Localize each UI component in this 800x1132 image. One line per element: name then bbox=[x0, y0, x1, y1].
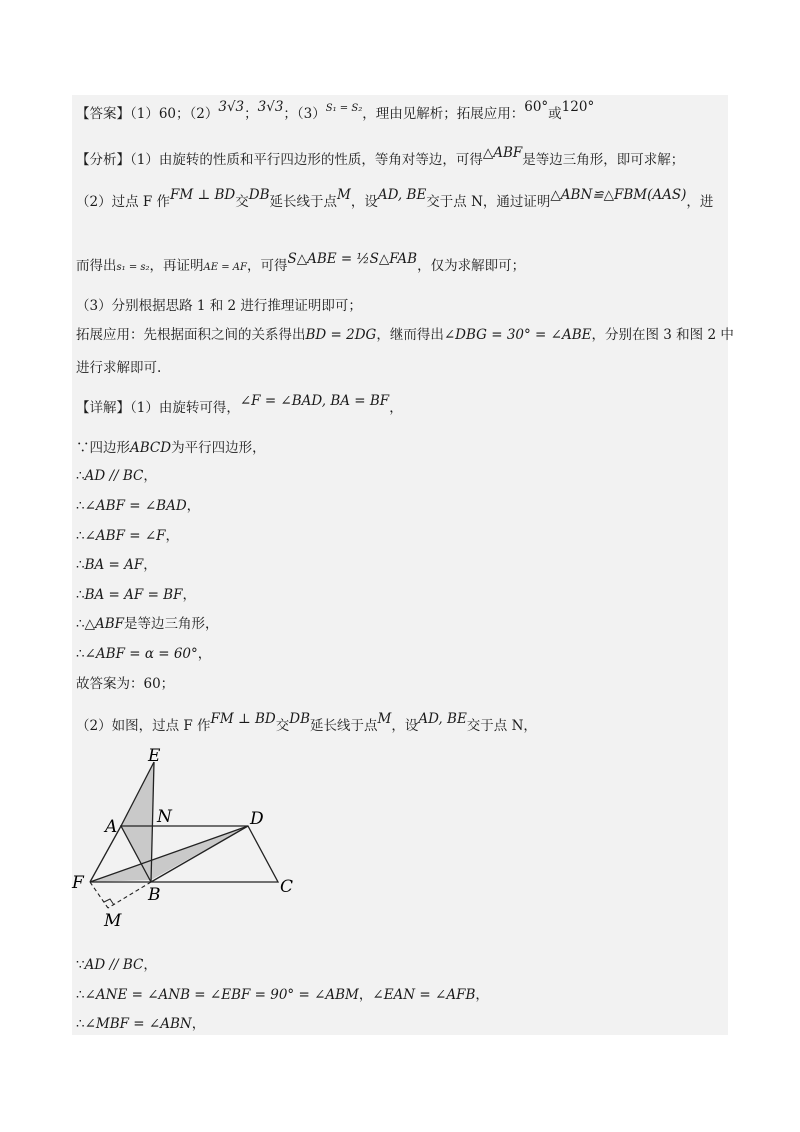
label-d: D bbox=[250, 809, 264, 829]
math-expression: AE = AF bbox=[203, 262, 247, 273]
math-expression: △ABF bbox=[482, 145, 523, 161]
text-segment: ∴ bbox=[76, 987, 85, 1003]
detail-line bbox=[76, 614, 219, 634]
text-segment: ∴ bbox=[76, 1016, 85, 1032]
math-expression: M bbox=[377, 711, 392, 727]
math-expression: 120° bbox=[561, 99, 595, 115]
text-segment: ∴ bbox=[76, 498, 85, 514]
label-e: E bbox=[148, 748, 161, 766]
segment-fm-dashed bbox=[90, 882, 108, 908]
detail-line bbox=[76, 496, 200, 516]
text-segment: （3）分别根据思路 1 和 2 进行推理证明即可； bbox=[76, 298, 362, 314]
text-segment: ，可得 bbox=[246, 258, 288, 274]
detail-line bbox=[76, 644, 211, 664]
text-segment: ∴ bbox=[76, 557, 85, 573]
math-expression: ∠ABF = α = 60° bbox=[84, 646, 198, 662]
text-segment: ，进 bbox=[686, 194, 714, 210]
math-expression: △ABF bbox=[84, 616, 125, 632]
math-expression: M bbox=[337, 187, 351, 203]
text-segment: ∴ bbox=[76, 646, 85, 662]
text-segment: 是等边三角形， bbox=[124, 616, 219, 632]
math-expression: AD, BE bbox=[418, 711, 467, 727]
text-segment: ∴ bbox=[76, 468, 85, 484]
text-segment: ∵四边形 bbox=[76, 440, 130, 456]
text-segment: ，设 bbox=[350, 194, 378, 210]
text-segment: ， bbox=[143, 468, 157, 484]
text-segment: 交 bbox=[275, 718, 290, 734]
math-expression: ∠ABF = ∠BAD bbox=[84, 498, 187, 514]
math-expression: AD // BC bbox=[84, 468, 144, 484]
math-expression: AD // BC bbox=[84, 957, 144, 973]
text-segment: 而得出 bbox=[76, 258, 117, 274]
math-expression: FM ⊥ BD bbox=[210, 711, 276, 727]
math-expression: 3√3 bbox=[218, 99, 245, 115]
text-segment: 【答案】（1）60；（2） bbox=[76, 106, 219, 122]
text-segment: ，分别在图 3 和图 2 中 bbox=[591, 327, 734, 343]
analysis-line bbox=[76, 358, 161, 378]
text-segment: ，理由见解析；拓展应用： bbox=[362, 106, 525, 122]
detail-line bbox=[76, 1014, 205, 1034]
text-segment: ， bbox=[165, 528, 180, 544]
math-expression: BA = AF bbox=[84, 557, 144, 573]
detail-line bbox=[76, 955, 157, 975]
text-segment: ， bbox=[197, 646, 212, 662]
text-segment: ，继而得出 bbox=[376, 327, 444, 343]
math-expression: ∠DBG = 30° = ∠ABE bbox=[443, 327, 592, 343]
text-segment: （2）如图，过点 F 作 bbox=[76, 718, 211, 734]
math-expression: △ABN≌△FBM(AAS) bbox=[550, 187, 687, 203]
label-f: F bbox=[72, 873, 84, 893]
label-a: A bbox=[105, 817, 118, 837]
right-angle-mark bbox=[104, 899, 114, 905]
text-segment: （2）过点 F 作 bbox=[76, 194, 171, 210]
math-expression: 3√3 bbox=[257, 99, 284, 115]
text-segment: ，再证明 bbox=[149, 258, 204, 274]
text-segment: ∴ bbox=[76, 587, 85, 603]
segment-bm-dashed bbox=[108, 882, 151, 908]
math-expression: ∠EAN = ∠AFB bbox=[372, 987, 476, 1003]
text-segment: 是等边三角形，即可求解； bbox=[522, 152, 685, 168]
math-expression: FM ⊥ BD bbox=[170, 187, 236, 203]
label-n: N bbox=[157, 807, 172, 827]
text-segment: 交于点 N，通过证明 bbox=[426, 194, 551, 210]
detail-line bbox=[76, 526, 179, 546]
text-segment: ∵ bbox=[76, 957, 85, 973]
text-segment: ， bbox=[475, 987, 489, 1003]
math-expression: ∠ANE = ∠ANB = ∠EBF = 90° = ∠ABM bbox=[84, 987, 359, 1003]
text-segment: 进行求解即可. bbox=[76, 360, 162, 376]
text-segment: 交 bbox=[235, 194, 249, 210]
math-expression: ABCD bbox=[130, 440, 172, 456]
segment-bd bbox=[151, 826, 248, 882]
detail-line bbox=[76, 393, 403, 418]
label-m: M bbox=[104, 911, 122, 931]
text-segment: ， bbox=[191, 1016, 206, 1032]
math-expression: 60° bbox=[524, 99, 549, 115]
text-segment: 【详解】（1）由旋转可得， bbox=[76, 400, 240, 416]
text-segment: ∴ bbox=[76, 616, 85, 632]
math-expression: BD = 2DG bbox=[305, 327, 377, 343]
text-segment: ； bbox=[244, 106, 258, 122]
analysis-line bbox=[76, 325, 734, 345]
text-segment: 故答案为：60； bbox=[76, 676, 175, 692]
analysis-line bbox=[76, 187, 714, 212]
math-expression: S₁ = S₂ bbox=[325, 103, 363, 114]
text-segment: ， bbox=[143, 957, 157, 973]
detail-line bbox=[76, 674, 174, 694]
text-segment: 拓展应用：先根据面积之间的关系得出 bbox=[76, 327, 306, 343]
math-expression: s₁ = s₂ bbox=[116, 262, 150, 273]
detail-line bbox=[76, 711, 537, 736]
text-segment: ， bbox=[358, 987, 373, 1003]
text-segment: ， bbox=[143, 557, 157, 573]
detail-line bbox=[76, 466, 157, 486]
label-c: C bbox=[280, 877, 294, 897]
math-expression: S△ABE = ½S△FAB bbox=[287, 251, 418, 267]
text-segment: ∴ bbox=[76, 528, 85, 544]
geometry-figure bbox=[60, 748, 320, 938]
math-expression: ∠ABF = ∠F bbox=[84, 528, 166, 544]
math-expression: ∠MBF = ∠ABN bbox=[84, 1016, 192, 1032]
label-b: B bbox=[148, 885, 161, 905]
detail-line bbox=[76, 555, 157, 575]
math-expression: DB bbox=[248, 187, 270, 203]
text-segment: 【分析】（1）由旋转的性质和平行四边形的性质，等角对等边，可得 bbox=[76, 152, 483, 168]
analysis-line bbox=[76, 296, 362, 316]
text-segment: ，设 bbox=[391, 718, 419, 734]
math-expression: BA = AF = BF bbox=[84, 587, 183, 603]
math-expression: ∠F = ∠BAD, BA = BF bbox=[239, 393, 390, 409]
math-expression: AD, BE bbox=[377, 187, 427, 203]
text-segment: ， bbox=[186, 498, 201, 514]
detail-line bbox=[76, 585, 196, 605]
text-segment: 为平行四边形， bbox=[171, 440, 266, 456]
detail-line bbox=[76, 438, 266, 458]
text-segment: 或 bbox=[548, 106, 562, 122]
text-segment: ；（3） bbox=[283, 106, 326, 122]
analysis-line bbox=[76, 251, 526, 278]
text-segment: 延长线于点 bbox=[310, 718, 378, 734]
text-segment: 延长线于点 bbox=[269, 194, 338, 210]
answer-line bbox=[76, 99, 595, 126]
text-segment: ， bbox=[182, 587, 196, 603]
detail-line bbox=[76, 985, 489, 1005]
math-expression: DB bbox=[289, 711, 311, 727]
analysis-line bbox=[76, 145, 685, 170]
text-segment: 交于点 N， bbox=[466, 718, 537, 734]
text-segment: ，仅为求解即可； bbox=[417, 258, 526, 274]
text-segment: ， bbox=[389, 400, 403, 416]
